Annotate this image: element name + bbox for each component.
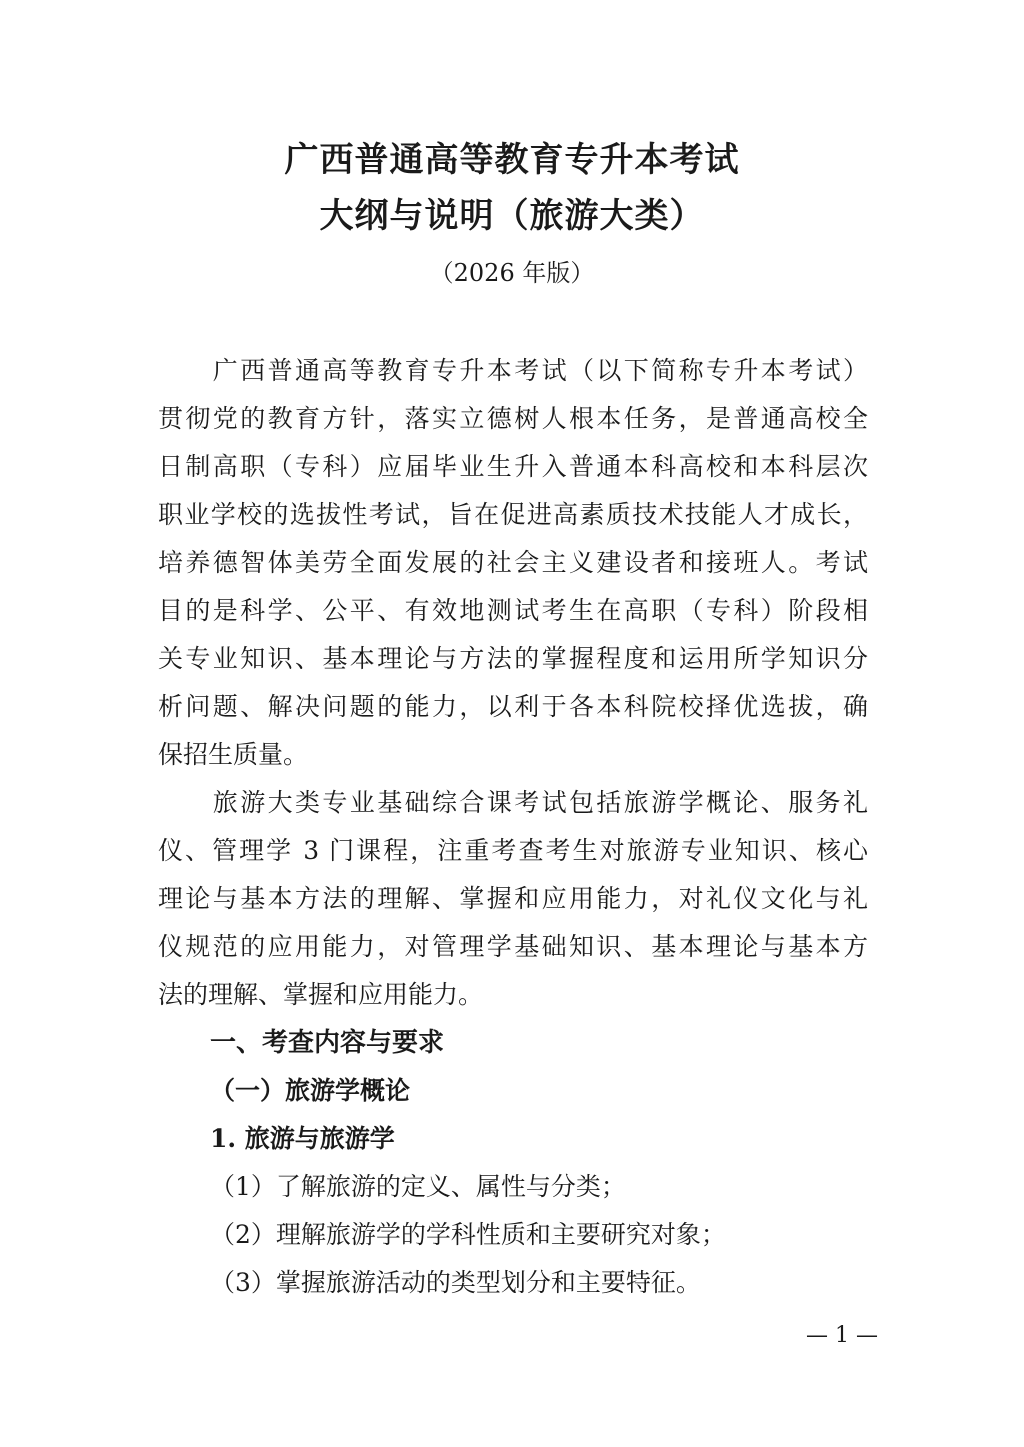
scope-line: 仪、管理学 3 门课程，注重考查考生对旅游专业知识、核心: [158, 836, 868, 865]
scope-line: 仪规范的应用能力，对管理学基础知识、基本理论与基本方: [158, 932, 868, 961]
intro-line: 目的是科学、公平、有效地测试考生在高职（专科）阶段相: [158, 596, 868, 625]
document-title-line1: 广西普通高等教育专升本考试: [284, 140, 740, 180]
intro-line: 关专业知识、基本理论与方法的掌握程度和运用所学知识分: [158, 644, 868, 673]
section-heading: 一、考查内容与要求: [210, 1028, 445, 1058]
intro-line: 析问题、解决问题的能力，以利于各本科院校择优选拔，确: [158, 692, 868, 721]
topic-item: （3）掌握旅游活动的类型划分和主要特征。: [210, 1268, 701, 1297]
topic-item: （1）了解旅游的定义、属性与分类；: [210, 1172, 626, 1201]
intro-line: 培养德智体美劳全面发展的社会主义建设者和接班人。考试: [158, 548, 868, 577]
intro-line: 职业学校的选拔性考试，旨在促进高素质技术技能人才成长，: [158, 500, 868, 529]
intro-line: 日制高职（专科）应届毕业生升入普通本科高校和本科层次: [158, 452, 868, 481]
scope-line: 理论与基本方法的理解、掌握和应用能力，对礼仪文化与礼: [158, 884, 868, 913]
document-title-line2: 大纲与说明（旅游大类）: [319, 196, 705, 236]
scope-line: 旅游大类专业基础综合课考试包括旅游学概论、服务礼: [158, 788, 868, 817]
page-number: — 1 —: [806, 1323, 878, 1348]
intro-line: 广西普通高等教育专升本考试（以下简称专升本考试）: [158, 356, 868, 385]
intro-line: 保招生质量。: [158, 740, 309, 769]
intro-line: 贯彻党的教育方针，落实立德树人根本任务，是普通高校全: [158, 404, 868, 433]
edition-label: （2026 年版）: [429, 259, 595, 287]
subsection-heading: （一）旅游学概论: [210, 1076, 411, 1105]
scope-line: 法的理解、掌握和应用能力。: [158, 980, 484, 1009]
topic-heading: 1. 旅游与旅游学: [210, 1124, 395, 1153]
topic-item: （2）理解旅游学的学科性质和主要研究对象；: [210, 1220, 726, 1249]
